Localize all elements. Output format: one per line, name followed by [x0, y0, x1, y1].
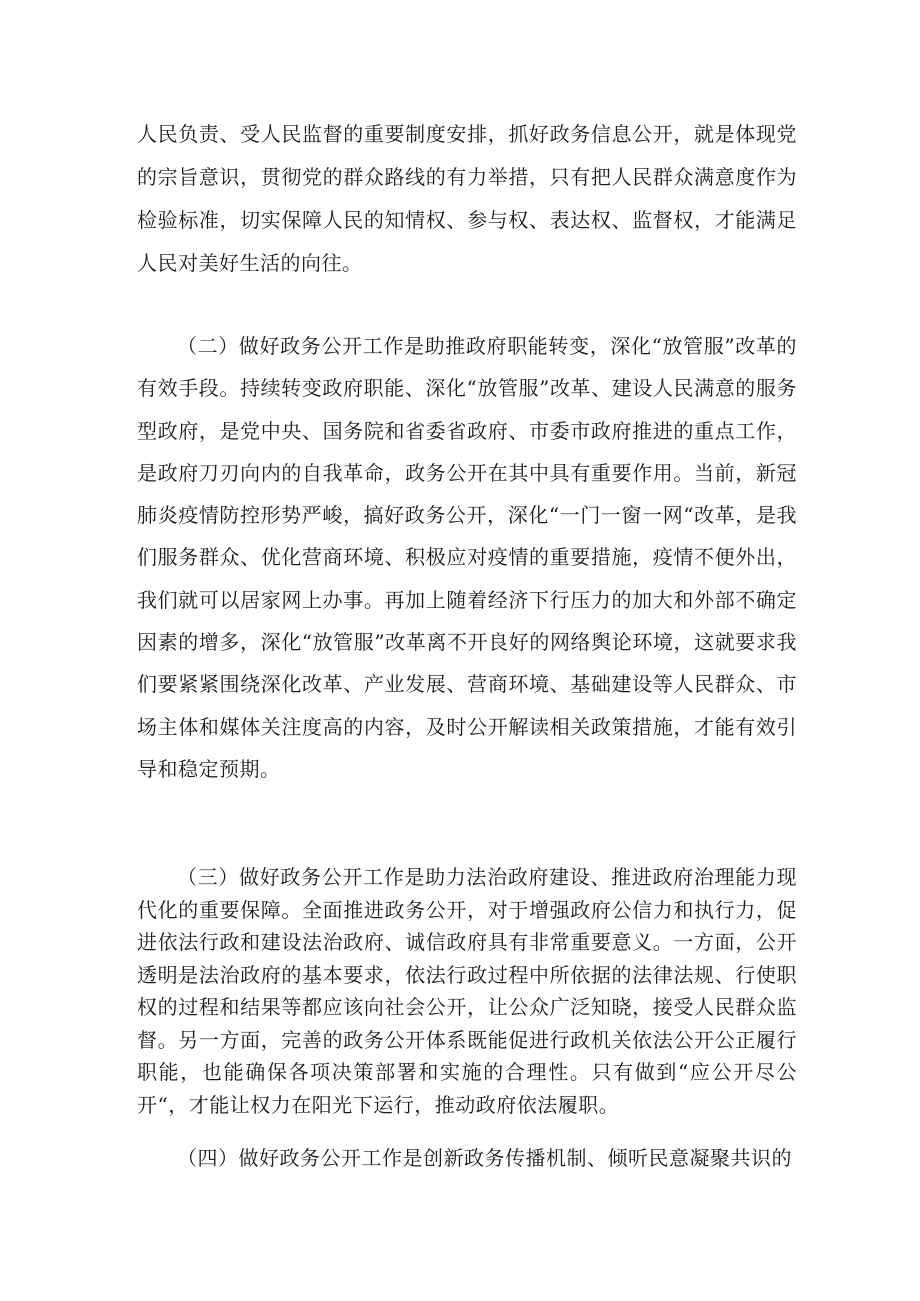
paragraph-section-4: （四）做好政务公开工作是创新政务传播机制、倾听民意凝聚共识的	[177, 1146, 792, 1170]
paragraph-section-3: （三）做好政务公开工作是助力法治政府建设、推进政府治理能力现代化的重要保障。全面推进政务公开，对于增强政府公信力和执行力，促进依法行政和建设法治政府、诚信政府具有非常重要意义。一方面，公开透明是法治政府的基本要求，依法行政过程中所依据的法律法规、行使职权的过程和结果等都应该向社会公开，让公众广泛知晓，接受人民群众监督。另一方面，完善的政务公开体系既能促进行政机关依法公开公正履行职能，也能确保各项决策部署和实施的合理性。只有做到“应公开尽公开“，才能让权力在阳光下运行，推动政府依法履职。	[137, 865, 797, 1117]
paragraph-section-2: （二）做好政务公开工作是助推政府职能转变，深化“放管服”改革的有效手段。持续转变政府职能、深化“放管服”改革、建设人民满意的服务型政府，是党中央、国务院和省委省政府、市委市政府推进的重点工作，是政府刀刃向内的自我革命，政务公开在其中具有重要作用。当前，新冠肺炎疫情防控形势严峻，搞好政务公开，深化“一门一窗一网“改革，是我们服务群众、优化营商环境、积极应对疫情的重要措施，疫情不便外出，我们就可以居家网上办事。再加上随着经济下行压力的加大和外部不确定因素的增多，深化“放管服”改革离不开良好的网络舆论环境，这就要求我们要紧紧围绕深化改革、产业发展、营商环境、基础建设等人民群众、市场主体和媒体关注度高的内容，及时公开解读相关政策措施，才能有效引导和稳定预期。	[137, 334, 797, 781]
paragraph-continuation: 人民负责、受人民监督的重要制度安排，抓好政务信息公开，就是体现党的宗旨意识，贯彻党的群众路线的有力举措，只有把人民群众满意度作为检验标准，切实保障人民的知情权、参与权、表达权、监督权，才能满足人民对美好生活的向往。	[137, 122, 797, 275]
